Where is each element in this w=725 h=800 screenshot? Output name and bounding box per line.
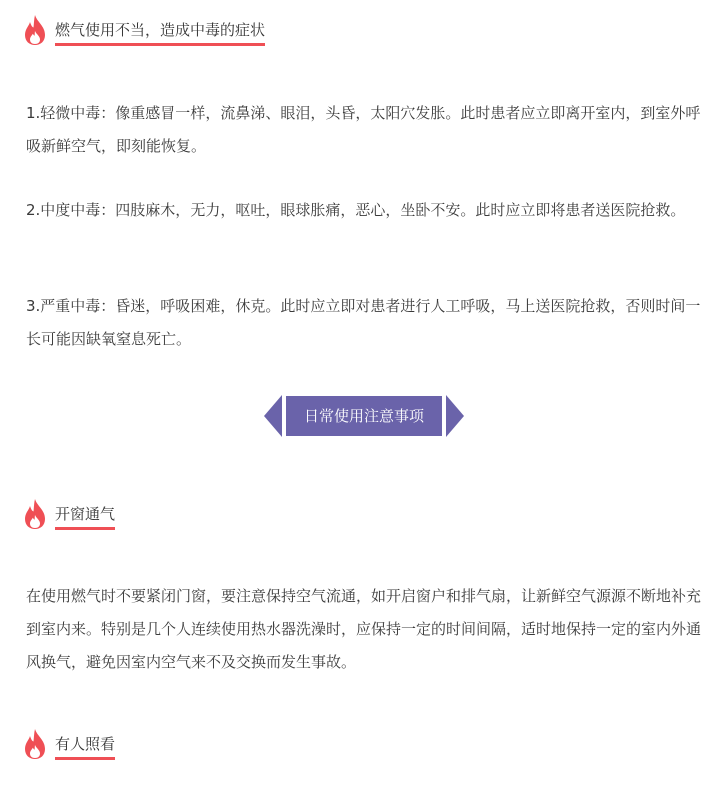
left-arrow-icon (264, 395, 282, 437)
section-title: 开窗通气 (55, 504, 115, 530)
flame-icon (24, 14, 46, 46)
section-title: 有人照看 (55, 734, 115, 760)
symptom-item-moderate: 2.中度中毒：四肢麻木，无力，呕吐，眼球胀痛，恶心，坐卧不安。此时应立即将患者送医院抢救。 (26, 201, 686, 219)
section-title: 燃气使用不当，造成中毒的症状 (55, 20, 265, 46)
banner-label: 日常使用注意事项 (286, 396, 442, 436)
flame-icon (24, 728, 46, 760)
right-arrow-icon (446, 395, 464, 437)
symptom-item-mild: 1.轻微中毒：像重感冒一样，流鼻涕、眼泪，头昏，太阳穴发胀。此时患者应立即离开室内，到室外呼吸新鲜空气，即刻能恢复。 (26, 104, 701, 155)
flame-icon (24, 498, 46, 530)
symptom-item-severe: 3.严重中毒：昏迷，呼吸困难，休克。此时应立即对患者进行人工呼吸，马上送医院抢救，否则时间一长可能因缺氧窒息死亡。 (26, 297, 701, 348)
ventilation-paragraph: 在使用燃气时不要紧闭门窗，要注意保持空气流通，如开启窗户和排气扇，让新鲜空气源源不断地补充到室内来。特别是几个人连续使用热水器洗澡时，应保持一定的时间间隔，适时地保持一定的室内外通风换气，避免因室内空气来不及交换而发生事故。 (26, 587, 702, 671)
daily-precautions-banner (264, 395, 464, 437)
